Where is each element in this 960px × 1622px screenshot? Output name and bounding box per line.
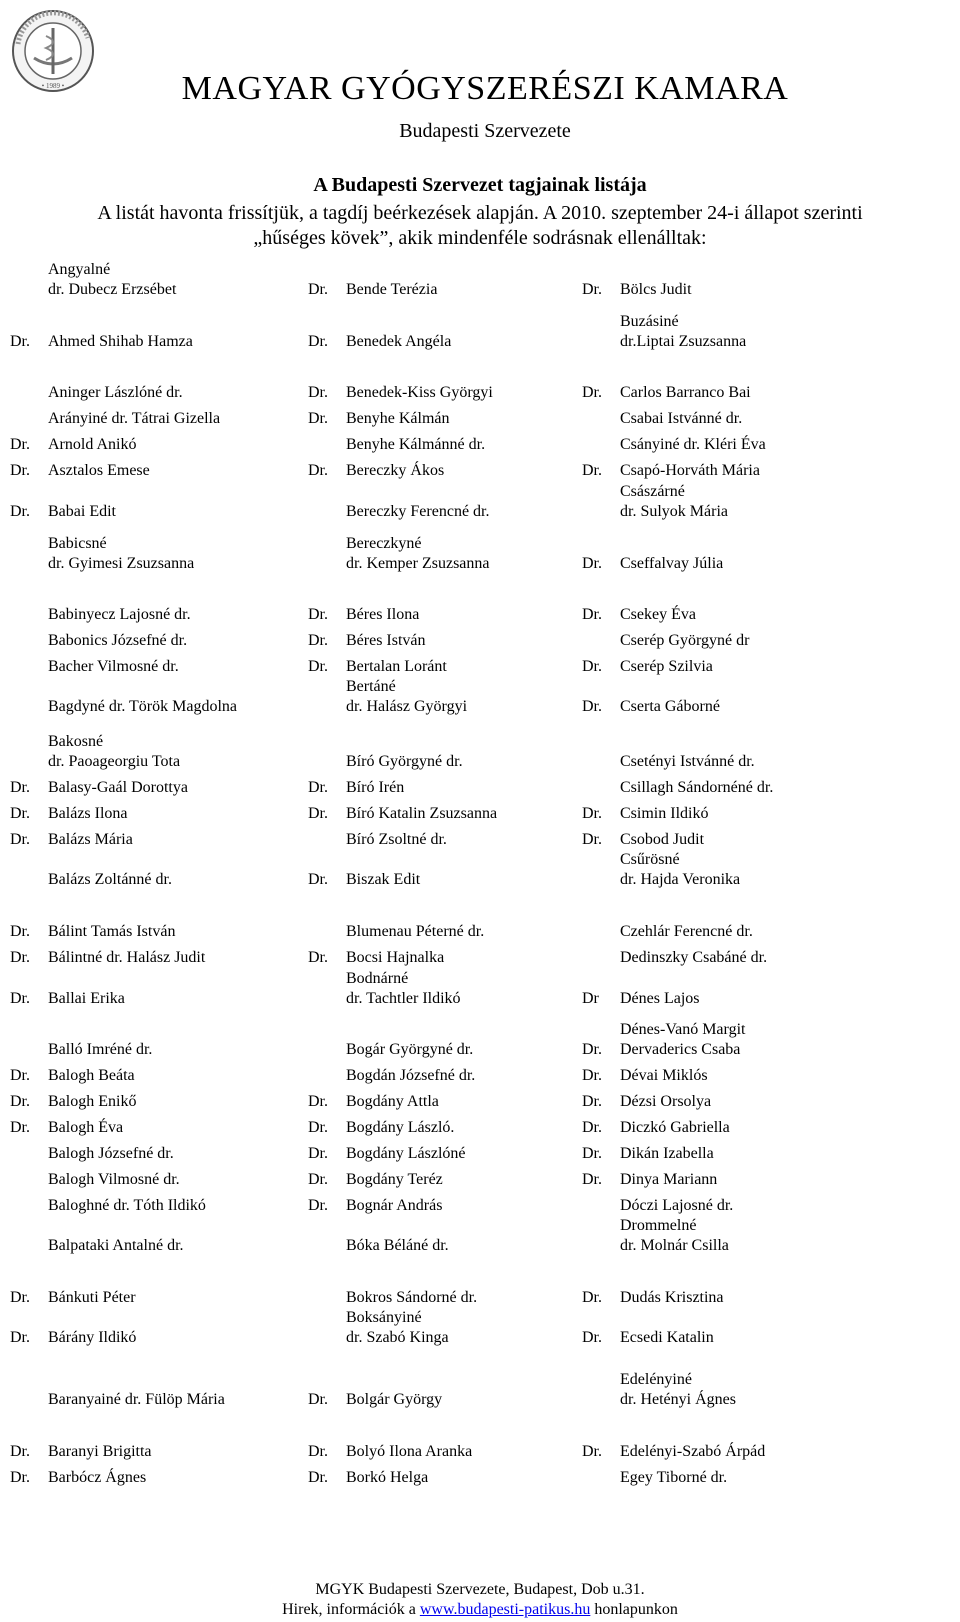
footer-address: MGYK Budapesti Szervezete, Budapest, Dob u.31. [315,1581,645,1598]
member-name-line: Borkó Helga [346,1469,429,1486]
member-title-prefix: Dr. [10,990,30,1007]
member-name [48,1144,174,1164]
member-title-prefix: Dr. [308,1145,328,1162]
member-name [620,1370,736,1410]
member-name-line: Bereczky Ferencné dr. [346,503,490,520]
member-name-line: Arányiné dr. Tátrai Gizella [48,410,221,427]
member-name-line: Carlos Barranco Bai [620,384,751,401]
member-name-line: Benedek Angéla [346,333,452,350]
member-name [620,804,708,824]
member-title-prefix: Dr. [582,658,602,675]
member-name [620,1468,727,1488]
member-name [346,1170,443,1190]
member-name-line: Bogdány Teréz [346,1171,443,1188]
member-name-line: Biszak Edit [346,871,421,888]
member-title-prefix: Dr. [582,1145,602,1162]
member-name-line: Dedinszky Csabáné dr. [620,949,768,966]
footer-info-text: Hirek, információk a [282,1601,420,1618]
member-title-prefix: Dr. [10,949,30,966]
member-name-line: Balpataki Antalné dr. [48,1237,184,1254]
member-name [346,435,485,455]
footer [0,1580,960,1620]
member-title-prefix: Dr. [10,1119,30,1136]
member-title-prefix: Dr. [10,779,30,796]
member-name [346,677,467,717]
member-name [48,502,116,522]
member-title-prefix: Dr. [582,1093,602,1110]
member-name [346,383,493,403]
member-title-prefix: Dr [582,990,599,1007]
member-name [48,260,176,300]
member-name [346,1040,473,1060]
member-name-line: Bíró Zsoltné dr. [346,831,447,848]
member-name-line: Dudás Krisztina [620,1289,724,1306]
member-name [620,1118,730,1138]
member-title-prefix: Dr. [308,1119,328,1136]
member-name [346,1196,442,1216]
member-name-line: Dinya Mariann [620,1171,718,1188]
member-title-prefix: Dr. [10,503,30,520]
member-name-line: Csekey Éva [620,606,696,623]
member-title-prefix: Dr. [308,632,328,649]
member-name [346,1442,472,1462]
member-name-line: Babicsné [48,535,107,552]
member-name-line: Csobod Judit [620,831,705,848]
member-title-prefix: Dr. [10,805,30,822]
member-name [48,1288,136,1308]
member-name [48,1170,180,1190]
member-title-prefix: Dr. [10,1329,30,1346]
member-name [620,312,746,352]
member-name [48,631,187,651]
member-name-line: Benedek-Kiss Györgyi [346,384,493,401]
member-name [620,1442,765,1462]
member-name [48,435,136,455]
member-name-line: Baranyainé dr. Fülöp Mária [48,1391,225,1408]
member-title-prefix: Dr. [308,606,328,623]
member-name [346,534,490,574]
member-name-line: Császárné [620,483,685,500]
member-title-prefix: Dr. [10,462,30,479]
member-name [346,1288,477,1308]
member-name-line: Bereczkyné [346,535,422,552]
member-name-line: Diczkó Gabriella [620,1119,730,1136]
member-name-line: Bóka Béláné dr. [346,1237,449,1254]
member-name-line: Bakosné [48,733,104,750]
member-name-line: Asztalos Emese [48,462,150,479]
member-name-line: Barbócz Ágnes [48,1469,147,1486]
member-name-line: Babai Edit [48,503,116,520]
member-title-prefix: Dr. [582,1443,602,1460]
member-title-prefix: Dr. [308,658,328,675]
member-name-line: dr. Tachtler Ildikó [346,990,461,1007]
member-name [346,502,489,522]
member-name [48,1066,135,1086]
member-name-line: Bíró Irén [346,779,405,796]
member-name [346,605,419,625]
member-name-line: dr. Halász Györgyi [346,698,468,715]
member-name [620,383,751,403]
member-name-line: Bolgár György [346,1391,443,1408]
member-name [346,804,497,824]
member-name [48,1118,123,1138]
member-title-prefix: Dr. [308,1093,328,1110]
member-name-line: dr. Molnár Csilla [620,1237,729,1254]
member-name-line: Balogh Józsefné dr. [48,1145,174,1162]
member-title-prefix: Dr. [582,1041,602,1058]
member-name [48,1196,206,1216]
member-name-line: Csillagh Sándornéné dr. [620,779,774,796]
member-name [620,752,755,772]
member-title-prefix: Dr. [10,831,30,848]
member-name-line: Dóczi Lajosné dr. [620,1197,734,1214]
member-title-prefix: Dr. [308,333,328,350]
member-title-prefix: Dr. [308,871,328,888]
member-name [620,1144,714,1164]
member-name-line: Dénes-Vanó Margit [620,1021,746,1038]
member-name-line: Balázs Mária [48,831,133,848]
member-name [346,778,404,798]
member-name-line: Boksányiné [346,1309,422,1326]
member-name-line: Csapó-Horváth Mária [620,462,760,479]
member-name [48,697,237,717]
member-title-prefix: Dr. [308,1197,328,1214]
member-name-line: Csűrösné [620,851,680,868]
member-title-prefix: Dr. [10,436,30,453]
member-name [620,554,723,574]
member-name-line: Bálint Tamás István [48,923,176,940]
member-name-line: Csimin Ildikó [620,805,709,822]
member-name-line: dr. Gyimesi Zsuzsanna [48,555,195,572]
member-name-line: Balló Imréné dr. [48,1041,153,1058]
member-name [48,409,220,429]
org-title: MAGYAR GYÓGYSZERÉSZI KAMARA [181,70,789,107]
member-name-line: Csányiné dr. Kléri Éva [620,436,766,453]
member-name-line: Balogh Éva [48,1119,124,1136]
member-name-line: dr. Szabó Kinga [346,1329,449,1346]
member-name [346,922,484,942]
member-name [48,1092,136,1112]
member-name-line: dr. Paoageorgiu Tota [48,753,181,770]
member-title-prefix: Dr. [582,384,602,401]
member-name [620,922,753,942]
member-name [620,1328,714,1348]
member-title-prefix: Dr. [582,1329,602,1346]
member-name [346,1308,449,1348]
member-name [346,969,461,1009]
member-name-line: Bertalan Loránt [346,658,447,675]
member-title-prefix: Dr. [308,1469,328,1486]
member-name-line: Edelényi-Szabó Árpád [620,1443,766,1460]
member-name [620,1216,729,1256]
member-name [48,732,180,772]
member-name-line: Czehlár Ferencné dr. [620,923,753,940]
member-name-line: Bíró Katalin Zsuzsanna [346,805,498,822]
member-name-line: Cserta Gáborné [620,698,720,715]
list-title: A Budapesti Szervezet tagjainak listája [313,174,647,196]
svg-text:• 1989 •: • 1989 • [41,82,65,90]
member-name [620,1066,708,1086]
member-title-prefix: Dr. [308,462,328,479]
member-name [48,1040,152,1060]
member-name-line: Cserép Györgyné dr [620,632,750,649]
member-name [48,1468,146,1488]
member-title-prefix: Dr. [308,1171,328,1188]
member-title-prefix: Dr. [10,1093,30,1110]
member-name-line: Bogdány Attla [346,1093,439,1110]
member-name-line: Bokros Sándorné dr. [346,1289,478,1306]
member-name-line: Dévai Miklós [620,1067,708,1084]
member-name [48,461,150,481]
member-name-line: dr. Kemper Zsuzsanna [346,555,490,572]
member-name-line: Béres István [346,632,426,649]
member-name [346,1390,442,1410]
member-name-line: Bocsi Hajnalka [346,949,445,966]
member-name-line: Ecsedi Katalin [620,1329,714,1346]
member-name-line: Dénes Lajos [620,990,700,1007]
member-name-line: Cseffalvay Júlia [620,555,724,572]
member-name [48,332,193,352]
member-name [48,1328,136,1348]
member-name-line: Bölcs Judit [620,281,692,298]
member-title-prefix: Dr. [582,1289,602,1306]
member-name-line: Babinyecz Lajosné dr. [48,606,191,623]
member-name [346,631,426,651]
member-name-line: Babonics Józsefné dr. [48,632,188,649]
member-title-prefix: Dr. [10,1067,30,1084]
member-name [346,870,420,890]
member-name-line: dr. Dubecz Erzsébet [48,281,177,298]
member-name [620,461,760,481]
member-name-line: Bacher Vilmosné dr. [48,658,179,675]
member-title-prefix: Dr. [582,698,602,715]
member-name [620,631,749,651]
member-title-prefix: Dr. [308,805,328,822]
member-name [48,383,183,403]
member-title-prefix: Dr. [10,333,30,350]
member-name [620,697,720,717]
member-name-line: Baranyi Brigitta [48,1443,152,1460]
member-name [620,830,704,850]
member-name-line: Cserép Szilvia [620,658,713,675]
member-name-line: Balogh Vilmosné dr. [48,1171,180,1188]
member-name-line: Csabai Istvánné dr. [620,410,743,427]
member-name [346,332,451,352]
member-name [620,280,692,300]
member-name [620,948,767,968]
member-name-line: Bánkuti Péter [48,1289,136,1306]
member-name-line: Bárány Ildikó [48,1329,137,1346]
member-name [48,605,191,625]
member-name [620,1170,717,1190]
member-name [346,657,447,677]
member-title-prefix: Dr. [582,606,602,623]
member-name-line: Balogh Enikő [48,1093,137,1110]
member-name-line: Ballai Erika [48,990,125,1007]
member-name [346,830,447,850]
member-name-line: Bogdány Lászlóné [346,1145,466,1162]
member-title-prefix: Dr. [308,1391,328,1408]
member-name [620,657,713,677]
member-name-line: Ahmed Shihab Hamza [48,333,193,350]
member-name-line: Bogdán Józsefné dr. [346,1067,476,1084]
member-name-line: dr. Hajda Veronika [620,871,741,888]
member-name [346,1144,466,1164]
member-name-line: Balasy-Gaál Dorottya [48,779,188,796]
member-title-prefix: Dr. [582,1067,602,1084]
member-name-line: Benyhe Kálmán [346,410,450,427]
member-name [620,1020,745,1060]
member-name-line: Bogdány László. [346,1119,455,1136]
member-title-prefix: Dr. [10,1443,30,1460]
member-name [48,948,205,968]
member-name [48,1236,184,1256]
member-title-prefix: Dr. [582,555,602,572]
member-name [620,605,696,625]
member-name [48,830,133,850]
member-name [48,657,179,677]
member-name [48,1442,152,1462]
member-name-line: Edelényiné [620,1371,692,1388]
member-name [620,989,700,1009]
member-name-line: Bálintné dr. Halász Judit [48,949,206,966]
member-name [48,870,172,890]
member-name-line: Bereczky Ákos [346,462,445,479]
member-name-line: Bolyó Ilona Aranka [346,1443,473,1460]
org-subtitle: Budapesti Szervezete [399,120,571,142]
member-name-line: Buzásiné [620,313,679,330]
member-name-line: Balogh Beáta [48,1067,135,1084]
member-name [620,778,773,798]
member-name-line: dr. Hetényi Ágnes [620,1391,736,1408]
member-name [620,409,742,429]
member-name-line: Arnold Anikó [48,436,137,453]
member-name-line: Drommelné [620,1217,697,1234]
member-name [48,1390,225,1410]
member-name-line: Csetényi Istvánné dr. [620,753,755,770]
member-title-prefix: Dr. [308,1443,328,1460]
member-title-prefix: Dr. [10,923,30,940]
member-name-line: Angyalné [48,261,111,278]
member-name [346,948,444,968]
footer-info-suffix: honlapunkon [590,1601,678,1618]
member-title-prefix: Dr. [308,281,328,298]
member-name-line: Blumenau Péterné dr. [346,923,485,940]
member-title-prefix: Dr. [582,1171,602,1188]
member-name-line: Benyhe Kálmánné dr. [346,436,486,453]
member-title-prefix: Dr. [308,410,328,427]
member-title-prefix: Dr. [10,1289,30,1306]
intro-line-1: A listát havonta frissítjük, a tagdíj beérkezések alapján. A 2010. szeptember 24-i állapot szerinti [97,202,863,224]
member-name-line: Baloghné dr. Tóth Ildikó [48,1197,206,1214]
member-name [620,1288,724,1308]
member-name [48,778,188,798]
member-name-line: Bagdyné dr. Török Magdolna [48,698,238,715]
member-title-prefix: Dr. [582,805,602,822]
member-name [48,922,175,942]
member-name-line: Bogár Györgyné dr. [346,1041,474,1058]
member-name-line: Bende Terézia [346,281,438,298]
member-name-line: dr.Liptai Zsuzsanna [620,333,747,350]
member-name [620,1196,733,1216]
member-name [346,752,463,772]
member-name [346,1066,475,1086]
member-name-line: Bertáné [346,678,396,695]
member-name [48,534,194,574]
member-title-prefix: Dr. [582,831,602,848]
intro-line-2: „hűséges kövek”, akik mindenféle sodrásnak ellenálltak: [253,227,707,249]
member-name [346,1118,454,1138]
member-name-line: Balázs Ilona [48,805,128,822]
member-name [346,1092,439,1112]
member-name [346,461,444,481]
member-name-line: Bíró Györgyné dr. [346,753,463,770]
member-name-line: Dézsi Orsolya [620,1093,712,1110]
member-name [620,435,766,455]
member-title-prefix: Dr. [308,779,328,796]
member-name [346,409,450,429]
member-name-line: Aninger Lászlóné dr. [48,384,183,401]
member-title-prefix: Dr. [10,1469,30,1486]
member-name [48,804,128,824]
member-name [620,482,728,522]
member-title-prefix: Dr. [582,1119,602,1136]
member-name [346,280,437,300]
website-link[interactable]: www.budapesti-patikus.hu [419,1601,591,1618]
member-name-line: dr. Sulyok Mária [620,503,728,520]
member-name-line: Dervaderics Csaba [620,1041,741,1058]
member-name [346,1236,449,1256]
member-name [620,1092,711,1112]
member-name-line: Balázs Zoltánné dr. [48,871,172,888]
member-name-line: Bodnárné [346,970,409,987]
member-title-prefix: Dr. [582,281,602,298]
member-title-prefix: Dr. [582,462,602,479]
member-title-prefix: Dr. [308,384,328,401]
member-name [48,989,125,1009]
member-name [620,850,740,890]
member-name-line: Dikán Izabella [620,1145,714,1162]
member-name [346,1468,428,1488]
member-title-prefix: Dr. [308,949,328,966]
member-name-line: Egey Tiborné dr. [620,1469,728,1486]
footer-info [0,1600,960,1620]
member-name-line: Bognár András [346,1197,443,1214]
member-name-line: Béres Ilona [346,606,420,623]
